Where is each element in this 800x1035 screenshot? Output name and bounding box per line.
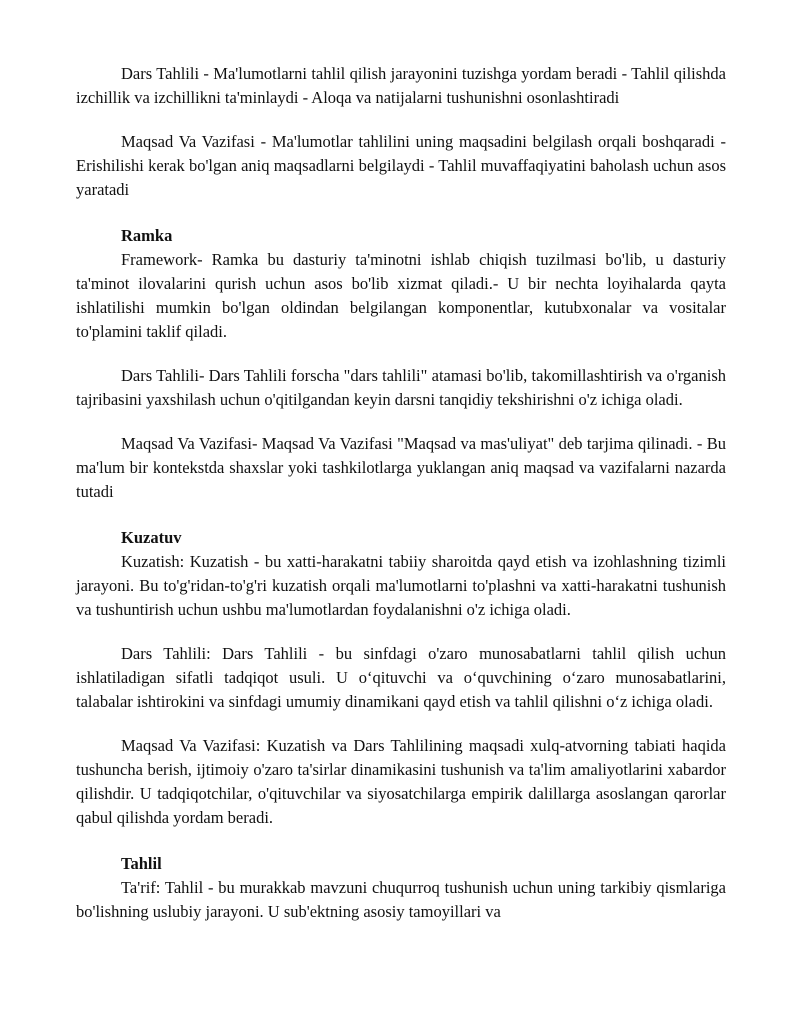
- paragraph-dars-tahlili-intro: Dars Tahlili - Ma'lumotlarni tahlil qilish jarayonini tuzishga yordam beradi - Tahlil qilishda izchillik va izchillikni ta'minlaydi - Aloqa va natijalarni tushunishni osonlashtiradi: [76, 64, 726, 107]
- heading-tahlil: Tahlil: [121, 854, 162, 873]
- paragraph-maqsad-kuzatuv: Maqsad Va Vazifasi: Kuzatish va Dars Tahlilining maqsadi xulq-atvorning tabiati haqida tushuncha berish, ijtimoiy o'zaro ta'sirlar dinamikasini tushunish va ta'lim amaliyotlarini xabardor qilishdir. U tadqiqotchilar, o'qituvchilar va siyosatchilarga empirik dalillarga asoslangan qarorlar qabul qilishda yordam beradi.: [76, 736, 726, 827]
- document-page: [76, 62, 726, 924]
- paragraph-dars-tahlili-kuzatuv: Dars Tahlili: Dars Tahlili - bu sinfdagi o'zaro munosabatlarni tahlil qilish uchun ishlatiladigan sifatli tadqiqot usuli. U o‘qituvchi va o‘quvchining o‘zaro munosabatlarini, talabalar ishtirokini va sinfdagi umumiy dinamikani qayd etish va tahlil qilishni o‘z ichiga oladi.: [76, 644, 726, 711]
- paragraph-framework: Framework- Ramka bu dasturiy ta'minotni ishlab chiqish tuzilmasi bo'lib, u dasturiy ta'minot ilovalarini qurish uchun asos bo'lib xizmat qiladi.- U bir nechta loyihalarda qayta ishlatilishi mumkin bo'lgan oldindan belgilangan komponentlar, kutubxonalar va vositalar to'plamini taklif qiladi.: [76, 250, 726, 341]
- paragraph-maqsad-intro: Maqsad Va Vazifasi - Ma'lumotlar tahlilini uning maqsadini belgilash orqali boshqaradi - Erishilishi kerak bo'lgan aniq maqsadlarni belgilaydi - Tahlil muvaffaqiyatini baholash uchun asos yaratadi: [76, 132, 726, 199]
- paragraph-kuzatish: Kuzatish: Kuzatish - bu xatti-harakatni tabiiy sharoitda qayd etish va izohlashning tizimli jarayoni. Bu to'g'ridan-to'g'ri kuzatish orqali ma'lumotlarni to'plashni va xatti-harakatni tushunish va tushuntirish uchun ushbu ma'lumotlardan foydalanishni o'z ichiga oladi.: [76, 552, 726, 619]
- paragraph-maqsad-ramka: Maqsad Va Vazifasi- Maqsad Va Vazifasi "Maqsad va mas'uliyat" deb tarjima qilinadi. - Bu ma'lum bir kontekstda shaxslar yoki tashkilotlarga yuklangan aniq maqsad va vazifalarni nazarda tutadi: [76, 434, 726, 501]
- paragraph-dars-tahlili-ramka: Dars Tahlili- Dars Tahlili forscha "dars tahlili" atamasi bo'lib, takomillashtirish va o'rganish tajribasini yaxshilash uchun o'qitilgandan keyin darsni tanqidiy tekshirishni o'z ichiga oladi.: [76, 366, 726, 409]
- paragraph-tarif: Ta'rif: Tahlil - bu murakkab mavzuni chuqurroq tushunish uchun uning tarkibiy qismlariga bo'lishning uslubiy jarayoni. U sub'ektning asosiy tamoyillari va: [76, 878, 726, 921]
- heading-kuzatuv: Kuzatuv: [121, 528, 182, 547]
- heading-ramka: Ramka: [121, 226, 173, 245]
